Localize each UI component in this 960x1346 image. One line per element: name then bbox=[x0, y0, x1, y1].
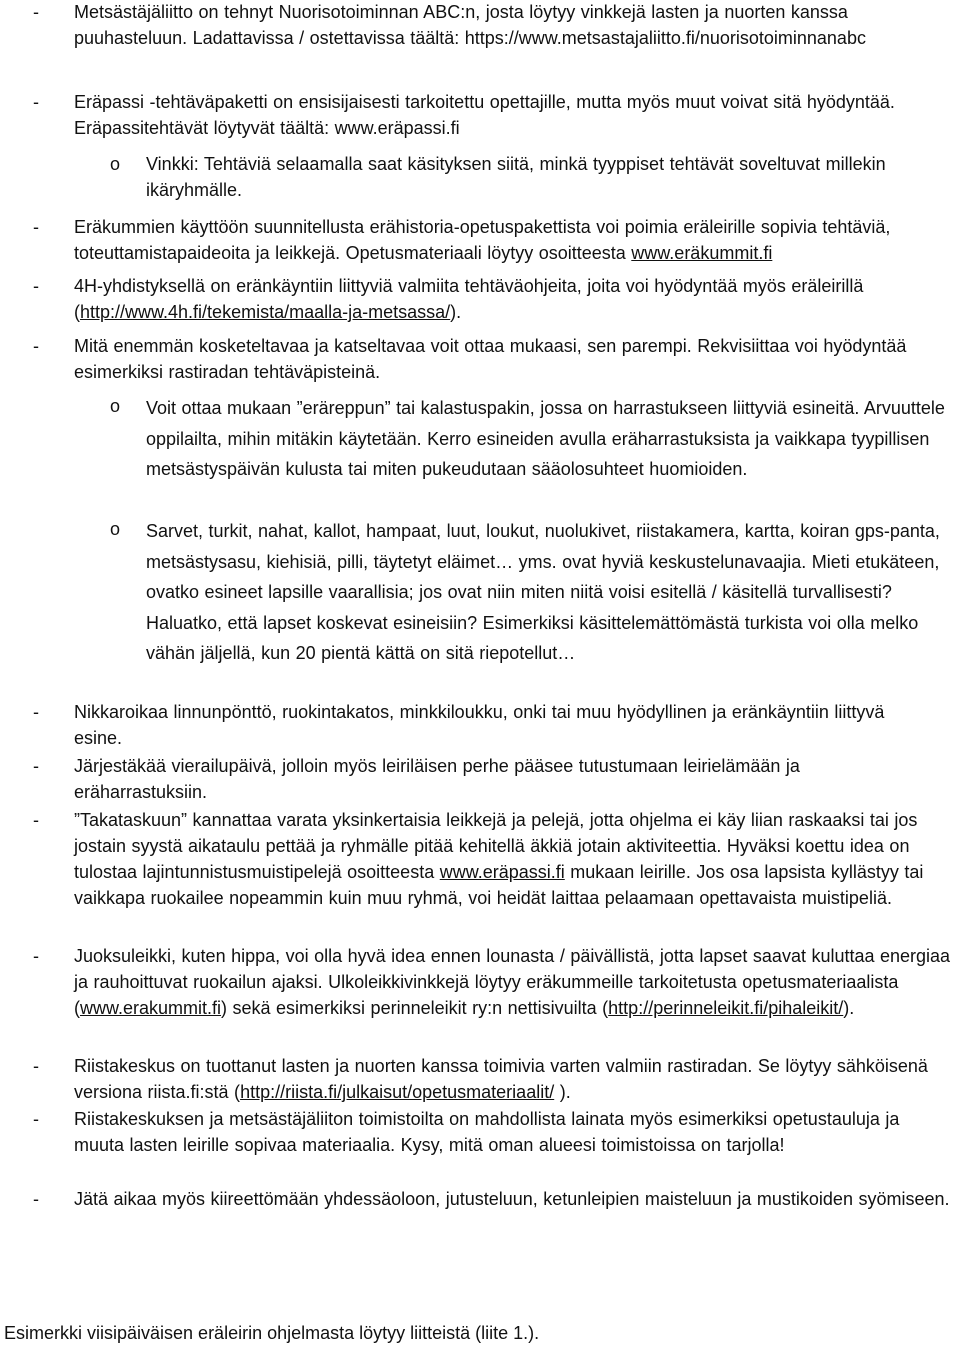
list-item-text: 4H-yhdistyksellä on eränkäyntiin liittyviä valmiita tehtäväohjeita, joita voi hyödyntää myös eräleirillä (http://www.4h.fi/tekemista/maalla-ja-metsassa/). bbox=[74, 276, 864, 322]
sub-list-item-text: Voit ottaa mukaan ”eräreppun” tai kalastuspakin, jossa on harrastukseen liittyviä esineitä. Arvuuttele oppilailta, mihin mitäkin käytetään. Kerro esineiden avulla eräharrastuksista ja vaikkapa tyypillisen metsästyspäivän kulusta tai miten pukeudutaan sääolosuhteet huomioiden. bbox=[146, 398, 945, 479]
bullet: - bbox=[33, 217, 39, 237]
bullet: - bbox=[33, 92, 39, 112]
4h-link[interactable]: http://www.4h.fi/tekemista/maalla-ja-metsassa/ bbox=[80, 302, 451, 322]
bullet: - bbox=[33, 2, 39, 22]
bullet: - bbox=[33, 1109, 39, 1129]
list-item-text: Eräpassi -tehtäväpaketti on ensisijaisesti tarkoitettu opettajille, mutta myös muut voivat sitä hyödyntää. Eräpassitehtävät löytyvät täältä: www.eräpassi.fi bbox=[74, 92, 895, 138]
sub-bullet: o bbox=[110, 519, 121, 539]
sub-list-item-text: Sarvet, turkit, nahat, kallot, hampaat, luut, loukut, nuolukivet, riistakamera, kartta, koiran gps-panta, metsästysasu, kiehisiä, pilli, täytetyt eläimet… yms. ovat hyviä keskustelunavaajia. Mieti etukäteen, ovatko esineet lapsille vaarallisia; jos ovat niin miten niitä voisi esitellä / käsitellä turvallisesti? Haluatko, että lapset koskevat esineisiin? Esimerkiksi käsittelemättömästä turkista voi olla melko vähän jäljellä, kun 20 pientä kättä on sitä riepotellut… bbox=[146, 521, 940, 663]
riista-link[interactable]: http://riista.fi/julkaisut/opetusmateriaalit/ bbox=[240, 1082, 555, 1102]
erapassi-link-2[interactable]: www.eräpassi.fi bbox=[439, 862, 565, 882]
bullet: - bbox=[33, 702, 39, 722]
sub-bullet: o bbox=[110, 396, 121, 416]
bullet: - bbox=[33, 1189, 39, 1209]
list-item-text: Riistakeskus on tuottanut lasten ja nuorten kanssa toimivia varten valmiin rastiradan. Se löytyy sähköisenä versiona riista.fi:stä (http://riista.fi/julkaisut/opetusmateriaalit/ ). bbox=[74, 1056, 928, 1102]
list-item-text: Eräkummien käyttöön suunnitellusta erähistoria-opetuspakettista voi poimia eräleirille sopivia tehtäviä, toteuttamistapaideoita ja leikkejä. Opetusmateriaali löytyy osoitteesta www.eräkummit.fi bbox=[74, 217, 891, 263]
erakummit-link-2[interactable]: www.erakummit.fi bbox=[80, 998, 222, 1018]
erakummit-link[interactable]: www.eräkummit.fi bbox=[631, 243, 773, 263]
list-item-text: Mitä enemmän kosketeltavaa ja katseltavaa voit ottaa mukaasi, sen parempi. Rekvisiittaa voi hyödyntää esimerkiksi rastiradan tehtäväpisteinä. bbox=[74, 336, 907, 382]
footer-note: Esimerkki viisipäiväisen eräleirin ohjelmasta löytyy liitteistä (liite 1.). bbox=[4, 1323, 540, 1343]
list-item-text: Riistakeskuksen ja metsästäjäliiton toimistoilta on mahdollista lainata myös esimerkiksi opetustauluja ja muuta lasten leirille sopivaa materiaalia. Kysy, mitä oman alueesi toimistoissa on tarjolla! bbox=[74, 1109, 900, 1155]
sub-list-item-text: Vinkki: Tehtäviä selaamalla saat käsityksen siitä, minkä tyyppiset tehtävät soveltuvat millekin ikäryhmälle. bbox=[146, 154, 886, 200]
list-item-text: Järjestäkää vierailupäivä, jolloin myös leiriläisen perhe pääsee tutustumaan leirielämään ja eräharrastuksiin. bbox=[74, 756, 800, 802]
bullet: - bbox=[33, 756, 39, 776]
list-item-text: Nikkaroikaa linnunpönttö, ruokintakatos, minkkiloukku, onki tai muu hyödyllinen ja eränkäyntiin liittyvä esine. bbox=[74, 702, 885, 748]
bullet: - bbox=[33, 276, 39, 296]
list-item-text: Metsästäjäliitto on tehnyt Nuorisotoiminnan ABC:n, josta löytyy vinkkejä lasten ja nuorten kanssa puuhasteluun. Ladattavissa / ostettavissa täältä: https://www.metsastajaliitto.fi/nuorisotoiminnanabc bbox=[74, 2, 866, 48]
sub-bullet: o bbox=[110, 154, 121, 174]
bullet: - bbox=[33, 946, 39, 966]
bullet: - bbox=[33, 336, 39, 356]
bullet: - bbox=[33, 1056, 39, 1076]
list-item-text: Jätä aikaa myös kiireettömään yhdessäoloon, jutusteluun, ketunleipien maisteluun ja mustikoiden syömiseen. bbox=[74, 1189, 950, 1209]
list-item-text: Juoksuleikki, kuten hippa, voi olla hyvä idea ennen lounasta / päivällistä, jotta lapset saavat kuluttaa energiaa ja rauhoittuvat ruokailun ajaksi. Ulkoleikkivinkkejä löytyy eräkummeille tarkoitetusta opetusmateriaalista (www.erakummit.fi) sekä esimerkiksi perinneleikit ry:n nettisivuilta (http://perinneleikit.fi/pihaleikit/). bbox=[74, 946, 951, 1018]
bullet: - bbox=[33, 810, 39, 830]
erapassi-link[interactable]: www.eräpassi.fi bbox=[334, 118, 460, 138]
perinneleikit-link[interactable]: http://perinneleikit.fi/pihaleikit/ bbox=[608, 998, 844, 1018]
nuorisotoiminta-link[interactable]: https://www.metsastajaliitto.fi/nuorisotoiminnanabc bbox=[464, 28, 866, 48]
list-item-text: ”Takataskuun” kannattaa varata yksinkertaisia leikkejä ja pelejä, jotta ohjelma ei käy liian raskaaksi tai jos jostain syystä aikataulu pettää ja ryhmälle pitää kehitellä äkkiä jotain aktiviteettia. Hyväksi koettu idea on tulostaa lajintunnistusmuistipelejä osoitteesta www.eräpassi.fi mukaan leirille. Jos osa lapsista kyllästyy tai vaikkapa ruokailee nopeammin kuin muu ryhmä, voi heidät laittaa pelaamaan opettavaista muistipeliä. bbox=[74, 810, 924, 908]
